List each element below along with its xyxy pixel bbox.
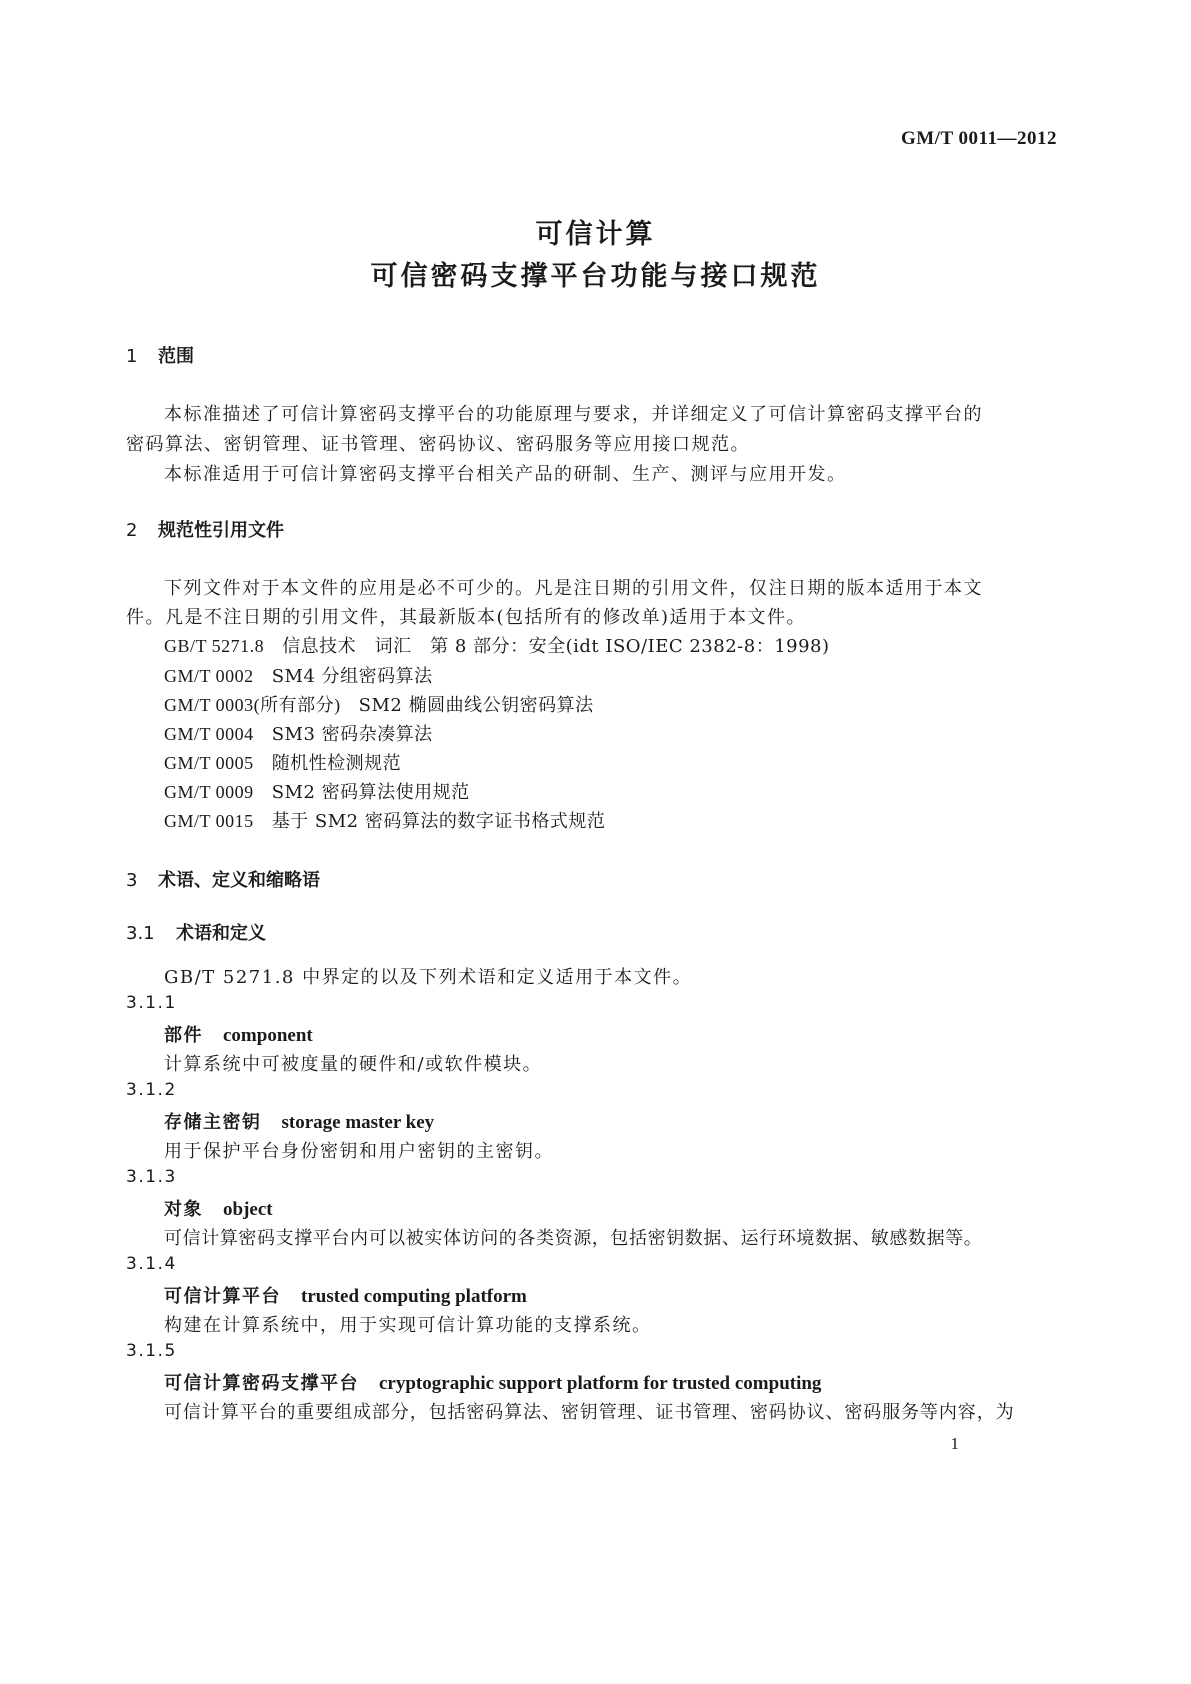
document-title-line1: 可信计算 [535, 219, 656, 250]
term-definition: 可信计算密码支撑平台内可以被实体访问的各类资源，包括密钥数据、运行环境数据、敏感数据等。 [164, 1228, 983, 1249]
term-name-en: trusted computing platform [301, 1286, 527, 1307]
term-definition: 用于保护平台身份密钥和用户密钥的主密钥。 [164, 1141, 554, 1162]
reference-code: GM/T 0005 [164, 753, 254, 773]
reference-item [164, 778, 470, 804]
reference-code: GM/T 0004 [164, 724, 254, 744]
reference-item [164, 807, 605, 833]
term-name-zh: 对象 [164, 1199, 203, 1220]
term-number: 3.1.3 [126, 1167, 177, 1187]
standard-number: GM/T 0011—2012 [900, 128, 1057, 149]
s2-paragraph-line1: 下列文件对于本文件的应用是必不可少的。凡是注日期的引用文件，仅注日期的版本适用于本文 [164, 578, 983, 599]
reference-title: 随机性检测规范 [271, 753, 402, 774]
reference-title: SM2 椭圆曲线公钥密码算法 [358, 695, 594, 716]
reference-item [164, 632, 830, 658]
reference-item [164, 749, 401, 775]
document-title-line2: 可信密码支撑平台功能与接口规范 [370, 261, 821, 292]
term-name [164, 1021, 313, 1047]
reference-code: GM/T 0015 [164, 811, 254, 831]
term-definition: 计算系统中可被度量的硬件和/或软件模块。 [164, 1054, 543, 1075]
term-name [164, 1282, 527, 1308]
page-number: 1 [950, 1434, 959, 1453]
section-3-1-heading [126, 919, 266, 945]
section-1-heading [126, 342, 194, 368]
reference-code: GM/T 0003(所有部分) [164, 695, 341, 715]
section-number: 2 [126, 520, 138, 541]
reference-code: GB/T 5271.8 [164, 636, 265, 656]
term-number: 3.1.5 [126, 1341, 177, 1361]
reference-title: SM2 密码算法使用规范 [271, 782, 470, 803]
section-title: 术语、定义和缩略语 [158, 870, 320, 891]
section-2-heading [126, 516, 284, 542]
section-title: 规范性引用文件 [158, 520, 284, 541]
section-number: 3 [126, 870, 138, 891]
s3-1-intro: GB/T 5271.8 中界定的以及下列术语和定义适用于本文件。 [164, 967, 693, 988]
reference-title: SM4 分组密码算法 [271, 666, 433, 687]
term-name [164, 1195, 273, 1221]
term-name [164, 1108, 434, 1134]
term-definition: 构建在计算系统中，用于实现可信计算功能的支撑系统。 [164, 1315, 652, 1336]
term-name-zh: 可信计算平台 [164, 1286, 281, 1307]
term-name-zh: 可信计算密码支撑平台 [164, 1373, 359, 1394]
section-number: 1 [126, 346, 138, 367]
s1-paragraph-2: 本标准适用于可信计算密码支撑平台相关产品的研制、生产、测评与应用开发。 [164, 464, 847, 485]
term-number: 3.1.1 [126, 993, 177, 1013]
term-name-zh: 部件 [164, 1025, 203, 1046]
s2-paragraph-line2: 件。凡是不注日期的引用文件，其最新版本(包括所有的修改单)适用于本文件。 [126, 607, 807, 628]
reference-title: SM3 密码杂凑算法 [271, 724, 433, 745]
reference-code: GM/T 0009 [164, 782, 254, 802]
reference-title: 信息技术 词汇 第 8 部分：安全(idt ISO/IEC 2382-8：1998) [282, 636, 830, 657]
term-name-zh: 存储主密钥 [164, 1112, 262, 1133]
reference-code: GM/T 0002 [164, 666, 254, 686]
term-name-en: storage master key [281, 1112, 435, 1133]
reference-title: 基于 SM2 密码算法的数字证书格式规范 [271, 811, 606, 832]
reference-item [164, 720, 433, 746]
term-number: 3.1.2 [126, 1080, 177, 1100]
term-name-en: cryptographic support platform for trusted computing [379, 1373, 822, 1394]
s1-paragraph-1-line2: 密码算法、密钥管理、证书管理、密码协议、密码服务等应用接口规范。 [126, 434, 750, 455]
reference-item [164, 662, 433, 688]
section-3-heading [126, 866, 320, 892]
section-title: 范围 [158, 346, 194, 367]
term-name-en: object [223, 1199, 273, 1220]
subsection-title: 术语和定义 [176, 923, 266, 944]
term-number: 3.1.4 [126, 1254, 177, 1274]
term-name [164, 1369, 821, 1395]
subsection-number: 3.1 [126, 923, 155, 944]
reference-item [164, 691, 594, 717]
term-definition: 可信计算平台的重要组成部分，包括密码算法、密钥管理、证书管理、密码协议、密码服务等内容，为 [164, 1402, 1015, 1423]
s1-paragraph-1-line1: 本标准描述了可信计算密码支撑平台的功能原理与要求，并详细定义了可信计算密码支撑平台的 [164, 404, 983, 425]
term-name-en: component [223, 1025, 313, 1046]
